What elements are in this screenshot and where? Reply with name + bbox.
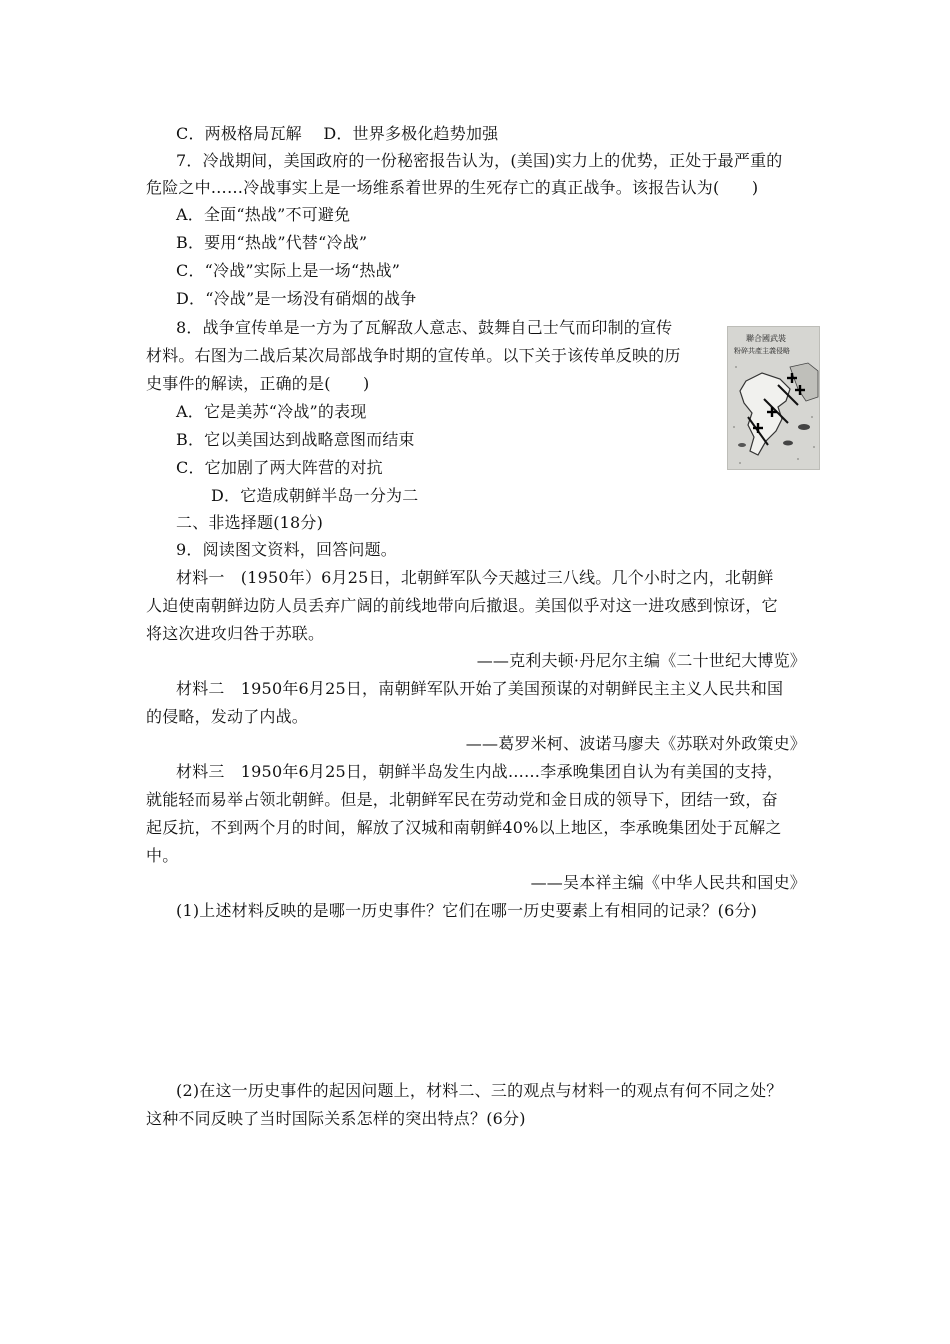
q9-material3-line3: 起反抗，不到两个月的时间，解放了汉城和南朝鲜40%以上地区，李承晚集团处于瓦解之 — [146, 818, 782, 837]
q9-material2-line2: 的侵略，发动了内战。 — [146, 707, 309, 726]
q9-material1-line2: 人迫使南朝鲜边防人员丢弃广阔的前线地带向后撤退。美国似乎对这一进攻感到惊讶，它 — [146, 596, 778, 615]
q7-option-c: C．“冷战”实际上是一场“热战” — [176, 261, 401, 280]
q8-option-b: B．它以美国达到战略意图而结束 — [176, 430, 415, 449]
q9-material1-source: ——克利夫顿·丹尼尔主编《二十世纪大博览》 — [476, 651, 806, 670]
q9-material2-source: ——葛罗米柯、波诺马廖夫《苏联对外政策史》 — [465, 734, 806, 753]
korean-peninsula-map-icon — [728, 327, 819, 469]
q9-material1-line3: 将这次进攻归咎于苏联。 — [146, 624, 325, 643]
q8-stem-line1: 8．战争宣传单是一方为了瓦解敌人意志、鼓舞自己士气而印制的宣传 — [176, 318, 673, 337]
q9-material3-source: ——吴本祥主编《中华人民共和国史》 — [530, 873, 806, 892]
q8-option-c: C．它加剧了两大阵营的对抗 — [176, 458, 383, 477]
q8-option-a: A．它是美苏“冷战”的表现 — [176, 402, 367, 421]
q9-stem: 9．阅读图文资料，回答问题。 — [176, 540, 397, 559]
q7-option-b: B．要用“热战”代替“冷战” — [176, 233, 368, 252]
q6-options-cd: C．两极格局瓦解 D．世界多极化趋势加强 — [176, 124, 499, 143]
section2-heading: 二、非选择题(18分) — [176, 513, 324, 532]
q9-sub2-line2: 这种不同反映了当时国际关系怎样的突出特点？(6分) — [146, 1109, 526, 1128]
q9-material3-line4: 中。 — [146, 846, 179, 865]
leaflet-caption-line1: 聯合國武裝 — [746, 334, 786, 343]
q9-material3-line2: 就能轻而易举占领北朝鲜。但是，北朝鲜军民在劳动党和金日成的领导下，团结一致，奋 — [146, 790, 778, 809]
q9-sub2-line1: (2)在这一历史事件的起因问题上，材料二、三的观点与材料一的观点有何不同之处？ — [176, 1081, 783, 1100]
propaganda-leaflet-image — [727, 326, 820, 470]
q7-stem-line1: 7．冷战期间，美国政府的一份秘密报告认为，(美国)实力上的优势，正处于最严重的 — [176, 151, 783, 170]
q9-material1-line1: 材料一 (1950年）6月25日，北朝鲜军队今天越过三八线。几个小时之内，北朝鲜 — [176, 568, 774, 587]
q8-option-d: D．它造成朝鲜半岛一分为二 — [211, 486, 419, 505]
leaflet-caption-line2: 粉碎共產主義侵略 — [734, 347, 790, 355]
q8-stem-line3: 史事件的解读，正确的是( ) — [146, 374, 370, 393]
q9-material3-line1: 材料三 1950年6月25日，朝鲜半岛发生内战……李承晚集团自认为有美国的支持， — [176, 762, 784, 781]
q9-material2-line1: 材料二 1950年6月25日，南朝鲜军队开始了美国预谋的对朝鲜民主主义人民共和国 — [176, 679, 784, 698]
q7-option-d: D．“冷战”是一场没有硝烟的战争 — [176, 289, 417, 308]
q7-option-a: A．全面“热战”不可避免 — [176, 205, 351, 224]
q8-stem-line2: 材料。右图为二战后某次局部战争时期的宣传单。以下关于该传单反映的历 — [146, 346, 681, 365]
q7-stem-line2: 危险之中……冷战事实上是一场维系着世界的生死存亡的真正战争。该报告认为( ) — [146, 178, 759, 197]
q9-sub1: (1)上述材料反映的是哪一历史事件？它们在哪一历史要素上有相同的记录？(6分) — [176, 901, 758, 920]
